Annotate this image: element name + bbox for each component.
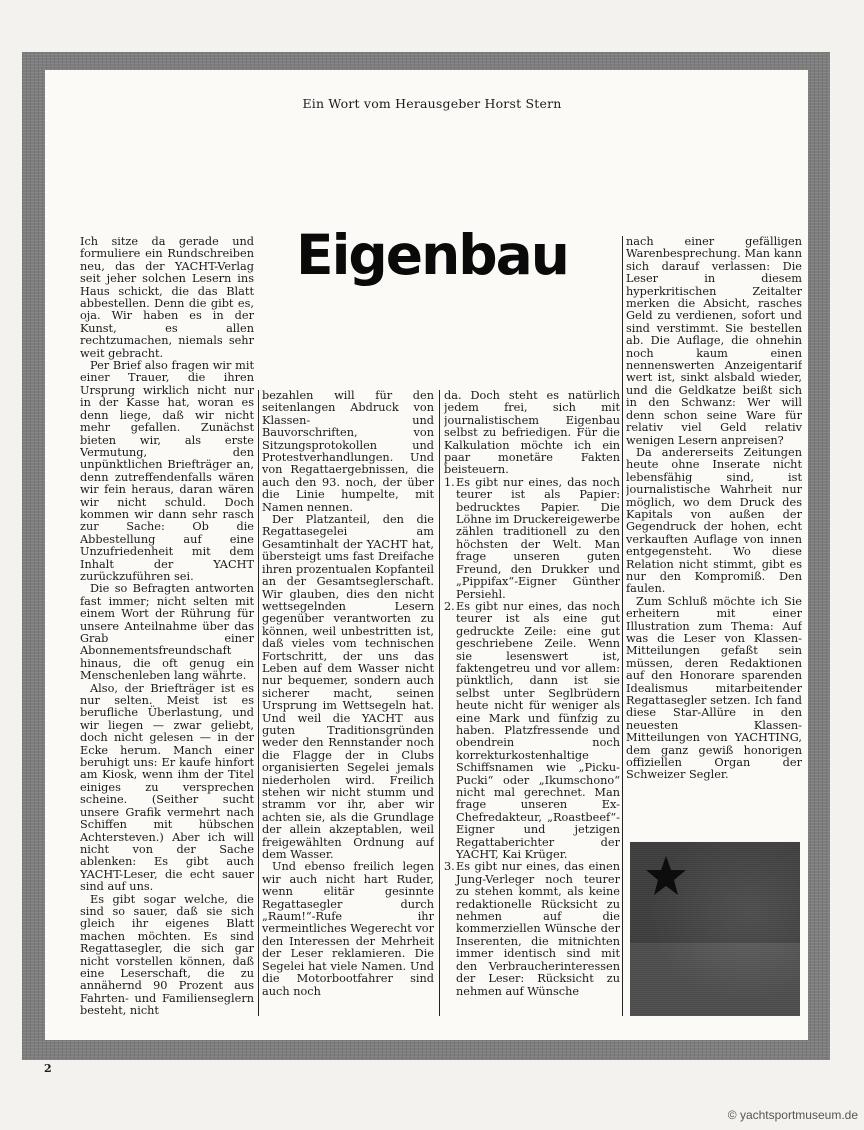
column-2 [262, 390, 434, 1016]
paragraph: Per Brief also fragen wir mit einer Trauer, die ihren Ursprung wirklich nicht nur in der Kasse hat, woran es denn liege, daß wir nicht mehr gefallen. Zunächst bieten wir, als erste Vermutung, den unpünktlichen Briefträger an, denn zutreffendenfalls wären wir fein heraus, daran wären wir nicht schuld. Doch kommen wir dann sehr rasch zur Sache: Ob die Abbestellung auf eine Unzufriedenheit mit dem Inhalt der YACHT zurückzuführen sei. [80, 359, 254, 583]
paragraph: nach einer gefälligen Warenbesprechung. Man kann sich darauf verlassen: Die Leser in diesem hyperkritischen Zeitalter merken die Absicht, rasches Geld zu verdienen, sofort und sind verstimmt. Sie bestellen ab. Die Auflage, die ohnehin noch kaum einen nennenswerten Anzeigentarif wert ist, sinkt alsbald wieder, und die Geldkatze beißt sich in den Schwanz: Wer will denn schon seine Ware für relativ viel Geld relativ wenigen Lesern anpreisen? [626, 236, 802, 447]
column-rule [439, 390, 440, 1016]
column-4 [626, 236, 802, 836]
list-number: 3. [444, 860, 455, 874]
paragraph: Da andererseits Zeitungen heute ohne Inserate nicht lebensfähig sind, ist journalistische Wahrheit nur möglich, wo dem Druck des Kapitals von außen der Gegendruck der hohen, echt verkauften Auflage von innen entgegensteht. Wo diese Relation nicht stimmt, gibt es nur den Kompromiß. Den faulen. [626, 445, 802, 596]
article-kicker: Ein Wort vom Herausgeber Horst Stern [302, 96, 562, 111]
list-item [444, 601, 620, 862]
column-rule [258, 390, 259, 1016]
list-text: Es gibt nur eines, das noch teurer ist als eine gut gedruckte Zeile: eine gut geschriebene Zeile. Wenn sie lesenswert ist, faktengetreu und vor allem: pünktlich, dann ist sie selbst unter Seglbrüdern heute nicht für weniger als eine Mark und fünfzig zu haben. Platzfressende und obendrein noch korrekturkostenhaltige Schiffsnamen wie „Picku-Pucki“ oder „Ikumschono“ nicht mal gerechnet. Man frage unseren Ex-Chefredakteur, „Roastbeef“-Eigner und jetzigen Regattaberichter der YACHT, Kai Krüger. [456, 599, 620, 862]
paragraph: Ich sitze da gerade und formuliere ein Rundschreiben neu, das der YACHT-Verlag seit jeher solchen Lesern ins Haus schickt, die das Blatt abbestellen. Denn die gibt es, oja. Wir haben es in der Kunst, es allen rechtzumachen, niemals sehr weit gebracht. [80, 236, 254, 360]
watermark: © yachtsportmuseum.de [727, 1108, 858, 1122]
list-item [444, 861, 620, 997]
paragraph: Es gibt sogar welche, die sind so sauer, daß sie sich gleich ihr eigenes Blatt machen möchten. Es sind Regattasegler, die sich gar nicht vorstellen können, daß eine Leserschaft, die zu annähernd 90 Prozent aus Fahrten- und Familienseglern besteht, nicht [80, 892, 254, 1016]
list-text: Es gibt nur eines, das noch teurer ist als Papier: bedrucktes Papier. Die Löhne im Druckereigewerbe zählen traditionell zu den höchsten der Welt. Man frage unseren guten Freund, den Drukker und „Pippifax“-Eigner Günther Persiehl. [456, 475, 620, 601]
paragraph: bezahlen will für den seitenlangen Abdruck von Klassen- und Bauvorschriften, von Sitzungsprotokollen und Protestverhandlungen. Und von Regattaergebnissen, die auch den 93. noch, der über die Linie humpelte, mit Namen nennen. [262, 390, 434, 514]
paragraph: Und ebenso freilich legen wir auch nicht hart Ruder, wenn elitär gesinnte Regattasegler durch „Raum!“-Rufe ihr vermeintliches Wegerecht vor den Interessen der Mehrheit der Leser reklamieren. Die Segelei hat viele Namen. Und die Motorbootfahrer sind auch noch [262, 860, 434, 998]
paragraph: da. Doch steht es natürlich jedem frei, sich mit journalistischem Eigenbau selbst zu befriedigen. Für die Kalkulation möchte ich ein paar monetäre Fakten beisteuern. [444, 390, 620, 477]
list-text: Es gibt nur eines, das einen Jung-Verleger noch teurer zu stehen kommt, als keine redaktionelle Rücksicht zu nehmen auf die kommerziellen Wünsche der Inserenten, die mitnichten immer identisch sind mit den Verbraucherinteressen der Leser: Rücksicht zu nehmen auf Wünsche [456, 860, 620, 998]
column-3 [444, 390, 620, 1016]
paragraph: Der Platzanteil, den die Regattasegelei am Gesamtinhalt der YACHT hat, übersteigt ums fast Dreifache ihren prozentualen Kopfanteil an der Gesamtseglerschaft. Wir glauben, dies den nicht wettsegelnden Lesern gegenüber verantworten zu können, weil unbestritten ist, daß vieles vom technischen Fortschritt, der uns das Leben auf dem Wasser nicht nur bequemer, sondern auch sicherer macht, seinen Ursprung im Wettsegeln hat. Und weil die YACHT aus guten Traditionsgründen weder den Rennstander noch die Flagge der in Clubs organisierten Segelei jemals niederholen wird. Freilich stehen wir nicht stumm und stramm vor ihr, aber wir achten sie, als die Grundlage der allein akzeptablen, weil freigewählten Ordnung auf dem Wasser. [262, 513, 434, 862]
paragraph: Die so Befragten antworten fast immer; nicht selten mit einem Wort der Rührung für unsere Anteilnahme über das Grab einer Abonnementsfreundschaft hinaus, die oft genug ein Menschenleben lang währte. [80, 582, 254, 683]
illustration-photo [630, 842, 800, 1016]
page-number: 2 [44, 1062, 52, 1075]
paragraph: Zum Schluß möchte ich Sie erheitern mit einer Illustration zum Thema: Auf was die Leser von Klassen-Mitteilungen gefaßt sein müssen, deren Redaktionen auf den Honorare sparenden Idealismus mitarbeitender Regattasegler setzen. Ich fand diese Star-Allüre in den neuesten Klassen-Mitteilungen von YACHTING, dem ganz gewiß honorigen offiziellen Organ der Schweizer Segler. [626, 594, 802, 782]
article-headline: Eigenbau [296, 223, 568, 287]
list-number: 1. [444, 475, 455, 489]
column-1 [80, 236, 254, 1016]
column-rule [622, 236, 623, 1016]
paragraph: Also, der Briefträger ist es nur selten. Meist ist es berufliche Überlastung, und wir liegen — zwar geliebt, doch nicht gelesen — in der Ecke herum. Manch einer beruhigt uns: Er kaufe hinfort am Kiosk, wenn ihm der Titel einiges zu versprechen scheine. (Seither sucht unsere Grafik vermehrt nach Schiffen mit hübschen Achtersteven.) Aber ich will nicht von der Sache ablenken: Es gibt auch YACHT-Leser, die echt sauer sind auf uns. [80, 681, 254, 894]
list-item [444, 477, 620, 601]
list-number: 2. [444, 599, 455, 613]
star-icon [644, 854, 688, 898]
numbered-list [444, 477, 620, 998]
